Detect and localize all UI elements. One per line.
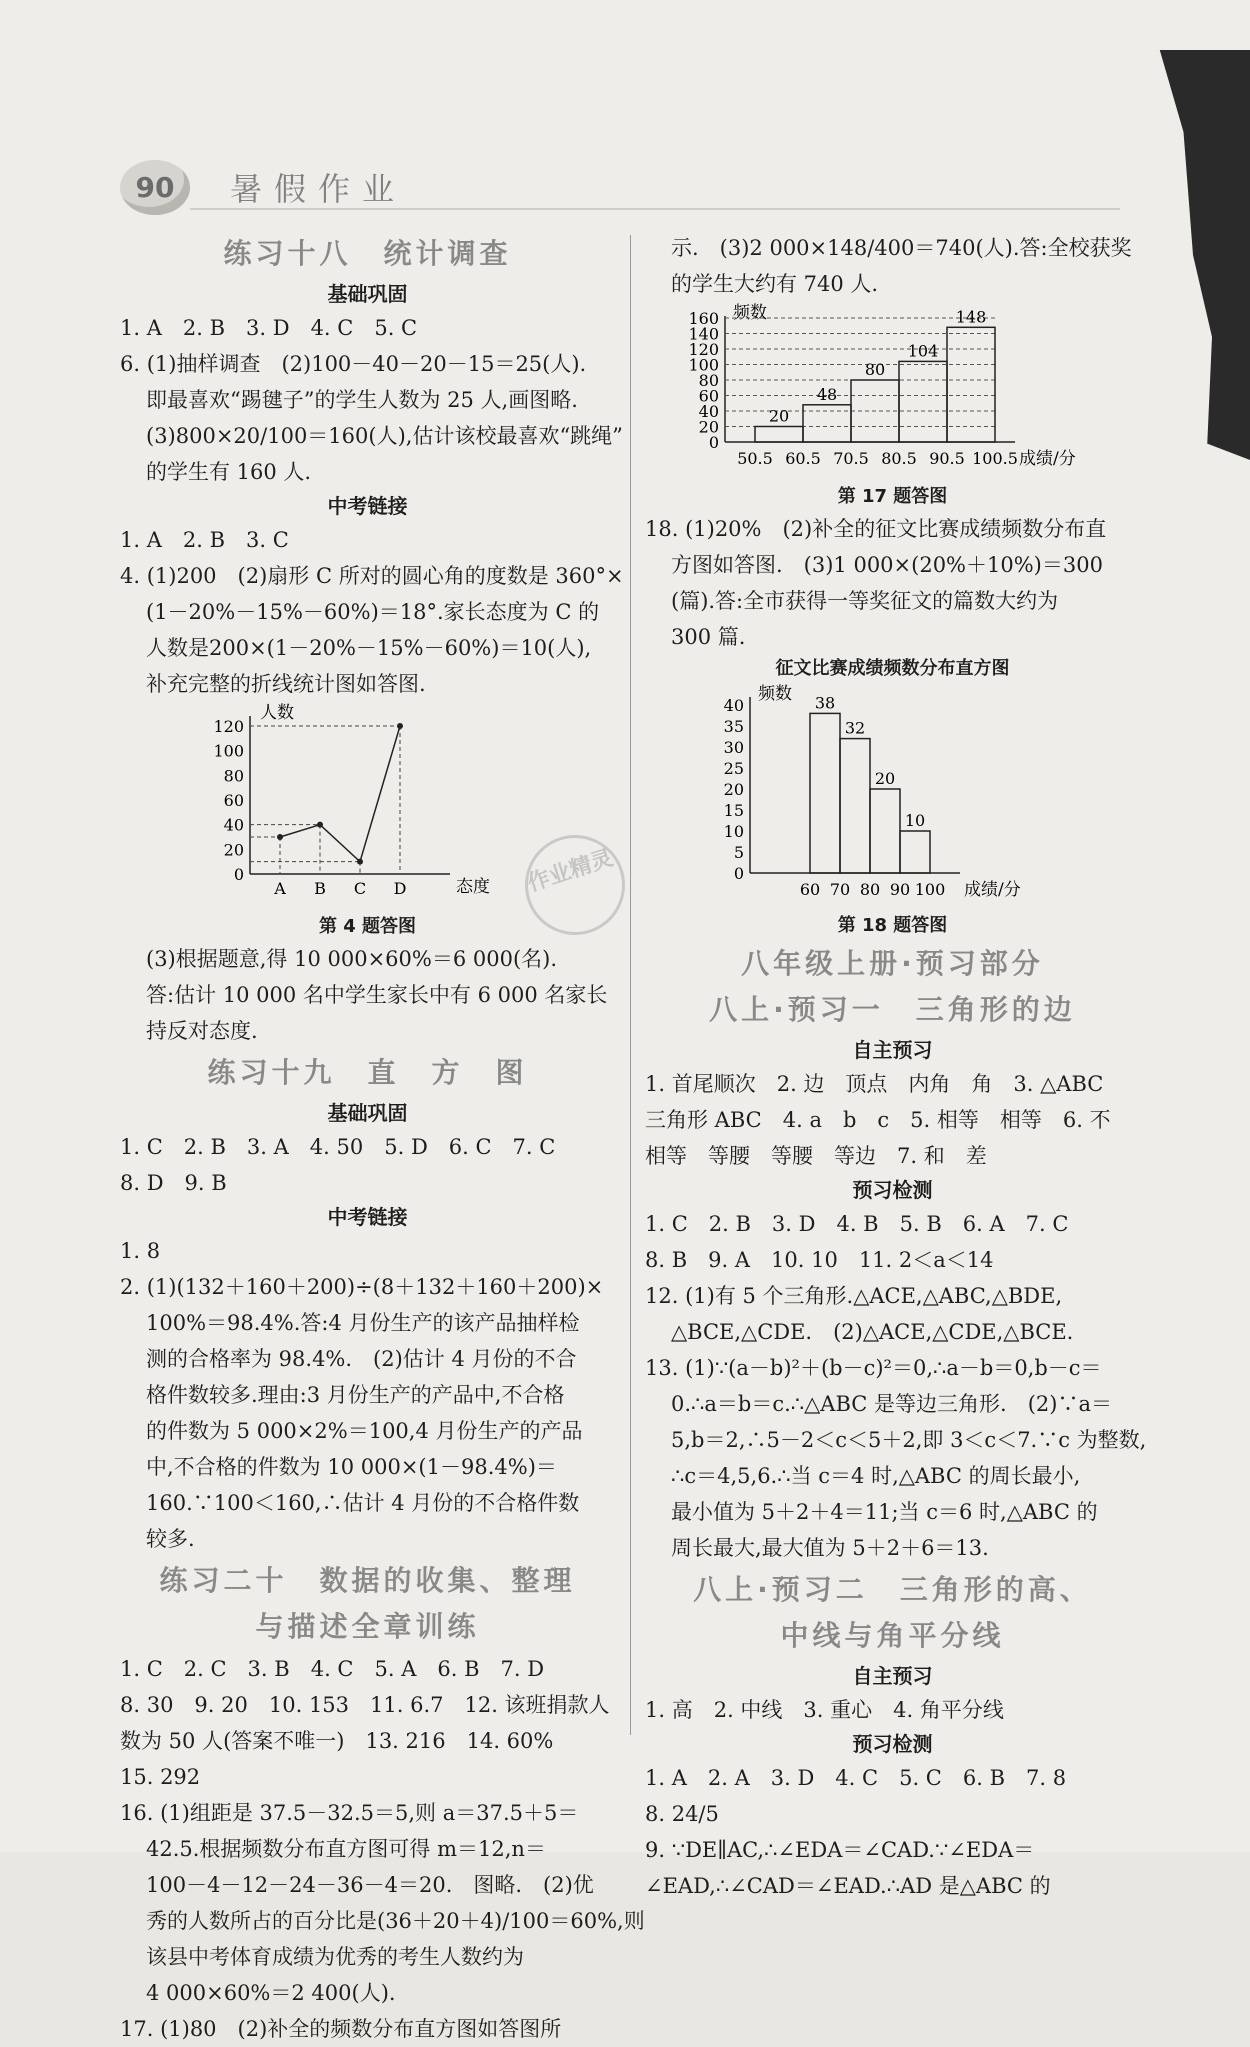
- data-point: [397, 723, 403, 729]
- y-tick-label: 20: [698, 417, 719, 437]
- data-label: 32: [844, 718, 866, 738]
- header-rule: [190, 208, 1120, 210]
- answer-line: (篇).答:全市获得一等奖征文的篇数大约为: [671, 589, 1059, 613]
- answer-line: 0.∴a＝b＝c.∴△ABC 是等边三角形. (2)∵a＝: [671, 1392, 1112, 1416]
- answer-line: 持反对态度.: [146, 1019, 258, 1043]
- answer-line: 5,b＝2,∴5－2＜c＜5＋2,即 3＜c＜7.∵c 为整数,: [671, 1428, 1147, 1452]
- answer-line: 1. 8: [120, 1239, 161, 1263]
- x-tick-label: 100.5: [972, 449, 1018, 468]
- data-label: 48: [816, 384, 838, 404]
- bar: [947, 327, 995, 442]
- y-tick-label: 160: [688, 309, 719, 328]
- answer-line: 9. ∵DE∥AC,∴∠EDA＝∠CAD.∵∠EDA＝: [645, 1838, 1035, 1862]
- x-tick-label: A: [274, 879, 286, 898]
- x-tick-label: 100: [914, 880, 946, 899]
- answer-line: 6. (1)抽样调查 (2)100－40－20－15＝25(人).: [120, 352, 587, 376]
- y-tick-label: 30: [723, 738, 744, 757]
- series-line: [280, 726, 400, 862]
- x-tick-label: 80.5: [881, 449, 917, 468]
- y-tick-label: 0: [233, 865, 244, 884]
- histogram-chart: [645, 683, 1140, 901]
- watermark-stamp: 作业精灵: [512, 822, 638, 948]
- answer-line: 人数是200×(1－20%－15%－60%)＝10(人),: [146, 636, 592, 660]
- answer-line: 答:估计 10 000 名中学生家长中有 6 000 名家长: [146, 983, 608, 1007]
- answer-line: 方图如答图. (3)1 000×(20%＋10%)＝300: [671, 553, 1103, 577]
- answer-line: 4. (1)200 (2)扇形 C 所对的圆心角的度数是 360°×: [120, 564, 624, 588]
- y-tick-label: 20: [723, 780, 744, 799]
- data-label: 104: [907, 341, 939, 361]
- part-title: 八年级上册·预习部分: [741, 947, 1044, 980]
- x-tick-label: 70: [829, 880, 851, 899]
- y-tick-label: 15: [723, 801, 744, 820]
- y-tick-label: 80: [698, 371, 719, 390]
- answer-line: 15. 292: [120, 1765, 201, 1789]
- answer-line: 较多.: [146, 1527, 195, 1551]
- subsection-title: 预习检测: [852, 1178, 933, 1202]
- page-number: 90: [120, 160, 190, 215]
- y-axis-label: 频数: [758, 684, 792, 704]
- answer-line: 数为 50 人(答案不唯一) 13. 216 14. 60%: [120, 1729, 554, 1753]
- answer-line: 1. C 2. B 3. D 4. B 5. B 6. A 7. C: [645, 1212, 1069, 1236]
- chart-title: 征文比赛成绩频数分布直方图: [775, 658, 1010, 679]
- section-title: 与描述全章训练: [255, 1610, 480, 1643]
- figure-caption: 第 17 题答图: [837, 486, 948, 507]
- y-tick-label: 80: [223, 766, 244, 786]
- bar: [900, 831, 930, 873]
- x-tick-label: 60.5: [785, 449, 821, 468]
- answer-line: 补充完整的折线统计图如答图.: [146, 672, 426, 696]
- answer-line: △BCE,△CDE. (2)△ACE,△CDE,△BCE.: [671, 1320, 1074, 1344]
- answer-line: 4 000×60%＝2 400(人).: [146, 1981, 396, 2005]
- right-column: [645, 230, 1147, 1904]
- bar: [755, 427, 803, 443]
- answer-line: 的件数为 5 000×2%＝100,4 月份生产的产品: [146, 1419, 583, 1443]
- answer-line: ∴c＝4,5,6.∴当 c＝4 时,△ABC 的周长最小,: [671, 1464, 1081, 1488]
- x-axis-label: 成绩/分: [964, 880, 1021, 900]
- y-tick-label: 35: [723, 717, 744, 736]
- answer-line: 中,不合格的件数为 10 000×(1－98.4%)＝: [146, 1455, 557, 1479]
- y-tick-label: 60: [698, 386, 719, 406]
- section-title: 八上·预习二 三角形的高、: [693, 1573, 1092, 1606]
- answer-line: (3)根据题意,得 10 000×60%＝6 000(名).: [146, 947, 558, 971]
- answer-line: 1. C 2. B 3. A 4. 50 5. D 6. C 7. C: [120, 1135, 556, 1159]
- y-tick-label: 100: [213, 741, 244, 761]
- answer-line: 1. A 2. B 3. D 4. C 5. C: [120, 316, 418, 340]
- y-tick-label: 0: [733, 864, 744, 883]
- answer-line: 周长最大,最大值为 5＋2＋6＝13.: [671, 1536, 989, 1560]
- y-tick-label: 40: [698, 402, 719, 421]
- bar: [870, 789, 900, 873]
- answer-line: 16. (1)组距是 37.5－32.5＝5,则 a＝37.5＋5＝: [120, 1801, 579, 1825]
- answer-line: 1. A 2. B 3. C: [120, 528, 289, 552]
- answer-line: 100%＝98.4%.答:4 月份生产的该产品抽样检: [146, 1311, 580, 1335]
- bar: [810, 713, 840, 873]
- x-axis-label: 态度: [456, 877, 490, 897]
- answer-line: 8. B 9. A 10. 10 11. 2＜a＜14: [645, 1248, 994, 1272]
- histogram-chart: [645, 302, 1140, 472]
- subsection-title: 基础巩固: [327, 1101, 408, 1125]
- subsection-title: 中考链接: [327, 494, 408, 518]
- answer-line: 12. (1)有 5 个三角形.△ACE,△ABC,△BDE,: [645, 1284, 1063, 1308]
- x-tick-label: 80: [859, 880, 881, 899]
- answer-line: 1. C 2. C 3. B 4. C 5. A 6. B 7. D: [120, 1657, 545, 1681]
- y-axis-label: 人数: [260, 703, 294, 723]
- data-label: 148: [955, 307, 987, 327]
- x-tick-label: 60: [799, 880, 821, 899]
- y-tick-label: 5: [733, 843, 744, 862]
- x-tick-label: 70.5: [833, 449, 869, 468]
- y-tick-label: 20: [223, 840, 244, 860]
- answer-line: 100－4－12－24－36－4＝20. 图略. (2)优: [146, 1873, 594, 1897]
- answer-line: 的学生大约有 740 人.: [671, 272, 879, 296]
- answer-line: 8. 24/5: [645, 1802, 719, 1826]
- subsection-title: 自主预习: [852, 1664, 933, 1688]
- data-label: 38: [814, 693, 836, 713]
- answer-line: 的学生有 160 人.: [146, 460, 312, 484]
- x-tick-label: 90: [889, 880, 911, 899]
- answer-line: 测的合格率为 98.4%. (2)估计 4 月份的不合: [146, 1347, 577, 1371]
- y-tick-label: 40: [723, 696, 744, 715]
- y-tick-label: 0: [708, 433, 719, 452]
- section-title: 八上·预习一 三角形的边: [709, 993, 1076, 1026]
- y-tick-label: 40: [223, 815, 244, 835]
- data-label: 80: [864, 360, 886, 379]
- page-header: [120, 150, 1120, 225]
- answer-line: 即最喜欢“踢毽子”的学生人数为 25 人,画图略.: [146, 388, 578, 412]
- answer-line: 示. (3)2 000×148/400＝740(人).答:全校获奖: [671, 236, 1132, 260]
- answer-line: (1－20%－15%－60%)＝18°.家长态度为 C 的: [146, 600, 600, 624]
- x-tick-label: 50.5: [737, 449, 773, 468]
- subsection-title: 中考链接: [327, 1205, 408, 1229]
- answer-line: 1. A 2. A 3. D 4. C 5. C 6. B 7. 8: [645, 1766, 1067, 1790]
- answer-line: 13. (1)∵(a－b)²＋(b－c)²＝0,∴a－b＝0,b－c＝: [645, 1356, 1102, 1380]
- y-tick-label: 60: [223, 791, 244, 810]
- answer-line: 1. 高 2. 中线 3. 重心 4. 角平分线: [645, 1698, 1004, 1722]
- answer-line: 格件数较多.理由:3 月份生产的产品中,不合格: [146, 1383, 565, 1407]
- y-tick-label: 100: [688, 355, 719, 375]
- subsection-title: 自主预习: [852, 1038, 933, 1062]
- data-label: 20: [768, 406, 790, 426]
- answer-line: 42.5.根据频数分布直方图可得 m＝12,n＝: [146, 1837, 546, 1861]
- answer-line: (3)800×20/100＝160(人),估计该校最喜欢“跳绳”: [146, 424, 623, 448]
- y-axis-label: 频数: [733, 303, 767, 323]
- figure-17-histogram: [645, 302, 1140, 511]
- book-title: 暑假作业: [230, 170, 407, 208]
- section-title: 中线与角平分线: [780, 1619, 1005, 1652]
- left-column: [120, 230, 645, 2047]
- x-tick-label: B: [314, 879, 326, 898]
- section-title: 练习二十 数据的收集、整理: [159, 1564, 576, 1597]
- y-tick-label: 120: [688, 340, 719, 359]
- answer-line: 该县中考体育成绩为优秀的考生人数约为: [146, 1945, 524, 1969]
- answer-line: 2. (1)(132＋160＋200)÷(8＋132＋160＋200)×: [120, 1275, 604, 1299]
- x-tick-label: D: [393, 879, 407, 898]
- y-tick-label: 25: [723, 759, 744, 778]
- bar: [840, 739, 870, 873]
- answer-line: 300 篇.: [671, 625, 746, 649]
- answer-line: 相等 等腰 等腰 等边 7. 和 差: [645, 1144, 987, 1168]
- answer-line: 160.∵100＜160,∴估计 4 月份的不合格件数: [146, 1491, 580, 1515]
- data-point: [277, 834, 283, 840]
- data-label: 10: [904, 811, 926, 830]
- column-divider: [630, 235, 631, 1735]
- y-tick-label: 120: [213, 717, 244, 736]
- subsection-title: 基础巩固: [327, 282, 408, 306]
- bar: [803, 405, 851, 442]
- subsection-title: 预习检测: [852, 1732, 933, 1756]
- data-point: [317, 822, 323, 828]
- answer-line: 1. 首尾顺次 2. 边 顶点 内角 角 3. △ABC: [645, 1072, 1104, 1096]
- book-spine-shadow: [1155, 50, 1250, 460]
- section-title: 练习十八 统计调查: [223, 237, 512, 270]
- answer-line: ∠EAD,∴∠CAD＝∠EAD.∴AD 是△ABC 的: [645, 1874, 1051, 1898]
- figure-caption: 第 4 题答图: [318, 916, 417, 937]
- data-label: 20: [874, 769, 896, 788]
- answer-line: 18. (1)20% (2)补全的征文比赛成绩频数分布直: [645, 517, 1107, 541]
- figure-caption: 第 18 题答图: [837, 915, 948, 936]
- section-title: 练习十九 直 方 图: [207, 1056, 528, 1089]
- x-tick-label: 90.5: [929, 449, 965, 468]
- answer-line: 8. D 9. B: [120, 1171, 227, 1195]
- answer-line: 秀的人数所占的百分比是(36＋20＋4)/100＝60%,则: [146, 1909, 645, 1933]
- answer-line: 三角形 ABC 4. a b c 5. 相等 相等 6. 不: [645, 1108, 1111, 1132]
- bar: [899, 361, 947, 442]
- x-tick-label: C: [353, 879, 367, 898]
- answer-line: 17. (1)80 (2)补全的频数分布直方图如答图所: [120, 2017, 562, 2041]
- x-axis-label: 成绩/分: [1019, 449, 1076, 469]
- answer-line: 8. 30 9. 20 10. 153 11. 6.7 12. 该班捐款人: [120, 1693, 610, 1717]
- figure-18-histogram: [645, 655, 1140, 940]
- data-point: [357, 859, 363, 865]
- y-tick-label: 10: [723, 822, 744, 841]
- y-tick-label: 140: [688, 324, 719, 344]
- answer-line: 最小值为 5＋2＋4＝11;当 c＝6 时,△ABC 的: [671, 1500, 1098, 1524]
